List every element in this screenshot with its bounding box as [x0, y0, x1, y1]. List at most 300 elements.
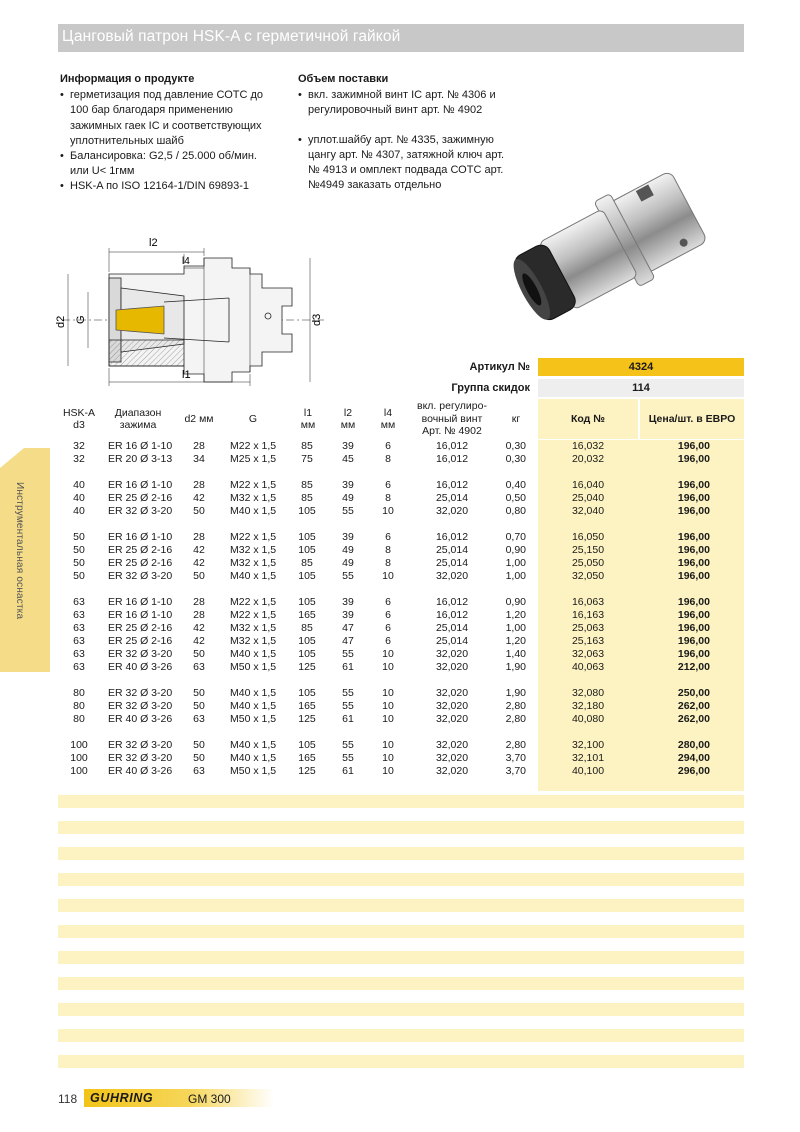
table-cell: 16,012 — [435, 479, 469, 491]
table-cell: 105 — [298, 635, 316, 647]
table-cell: M25 x 1,5 — [230, 453, 277, 465]
table-cell: 0,90 — [505, 544, 526, 556]
price-column-shade — [538, 778, 744, 791]
empty-table-row — [58, 1055, 744, 1068]
table-cell: 28 — [193, 609, 205, 621]
table-cell: 63 — [73, 648, 85, 660]
table-cell: 32,101 — [571, 752, 605, 764]
table-cell: 32,050 — [571, 570, 605, 582]
table-cell: 6 — [385, 635, 391, 647]
table-cell: 105 — [298, 505, 316, 517]
table-cell: 50 — [193, 700, 205, 712]
table-cell: ER 40 Ø 3-26 — [108, 765, 173, 777]
table-cell: ER 40 Ø 3-26 — [108, 661, 173, 673]
page-number: 118 — [58, 1092, 78, 1106]
table-cell: 39 — [342, 479, 354, 491]
supply-item: • вкл. зажимной винт IC арт. № 4306 и регулировочный винт арт. № 4902 — [298, 88, 513, 118]
table-cell: 0,70 — [505, 531, 526, 543]
table-cell: 100 — [70, 765, 88, 777]
col-g: G — [248, 412, 258, 425]
table-cell: 61 — [342, 765, 354, 777]
dim-l4: l4 — [182, 256, 190, 267]
table-cell: M40 x 1,5 — [230, 687, 277, 699]
table-cell: 105 — [298, 596, 316, 608]
table-cell: 1,90 — [505, 687, 526, 699]
table-cell: 32 — [73, 440, 85, 452]
table-cell: 42 — [193, 557, 205, 569]
table-cell: 10 — [382, 700, 394, 712]
table-cell: 80 — [73, 687, 85, 699]
table-cell: 32,020 — [435, 505, 469, 517]
table-cell: 196,00 — [677, 609, 710, 621]
table-cell: 25,014 — [435, 622, 469, 634]
empty-table-row — [58, 873, 744, 886]
catalog-code: GM 300 — [188, 1092, 231, 1106]
table-cell: 25,163 — [571, 635, 605, 647]
table-cell: 50 — [73, 570, 85, 582]
table-row — [58, 570, 744, 583]
price-column-shade — [538, 466, 744, 479]
empty-table-row — [58, 899, 744, 912]
table-cell: 196,00 — [677, 648, 710, 660]
table-row — [58, 739, 744, 752]
table-cell: 50 — [193, 505, 205, 517]
table-cell: 196,00 — [677, 622, 710, 634]
table-cell: 16,012 — [435, 453, 469, 465]
table-cell: M40 x 1,5 — [230, 648, 277, 660]
table-cell: M32 x 1,5 — [230, 544, 277, 556]
table-cell: ER 32 Ø 3-20 — [108, 700, 173, 712]
table-row — [58, 609, 744, 622]
col-kg: кг — [511, 412, 521, 425]
table-row — [58, 661, 744, 674]
table-cell: 45 — [342, 453, 354, 465]
dim-l2: l2 — [149, 237, 158, 249]
table-cell: 212,00 — [677, 661, 710, 673]
table-cell: 1,40 — [505, 648, 526, 660]
table-row — [58, 687, 744, 700]
table-cell: ER 16 Ø 1-10 — [108, 609, 173, 621]
table-cell: 16,040 — [571, 479, 605, 491]
table-cell: 75 — [301, 453, 313, 465]
table-cell: 42 — [193, 635, 205, 647]
table-cell: 32,080 — [571, 687, 605, 699]
table-cell: ER 32 Ø 3-20 — [108, 739, 173, 751]
table-cell: 39 — [342, 596, 354, 608]
table-cell: 80 — [73, 713, 85, 725]
dim-g: G — [75, 315, 87, 324]
table-row — [58, 492, 744, 505]
price-column-shade — [538, 726, 744, 739]
col-code: Код № — [538, 399, 638, 439]
table-cell: 32,100 — [571, 739, 605, 751]
table-cell: 49 — [342, 492, 354, 504]
table-cell: 25,063 — [571, 622, 605, 634]
table-cell: 32,020 — [435, 700, 469, 712]
table-cell: 28 — [193, 440, 205, 452]
table-cell: 10 — [382, 661, 394, 673]
table-cell: 63 — [193, 713, 205, 725]
table-cell: 196,00 — [677, 570, 710, 582]
table-cell: 6 — [385, 479, 391, 491]
table-cell: 0,50 — [505, 492, 526, 504]
table-cell: ER 16 Ø 1-10 — [108, 596, 173, 608]
discount-row — [58, 379, 744, 397]
table-cell: ER 32 Ø 3-20 — [108, 752, 173, 764]
table-cell: 28 — [193, 479, 205, 491]
table-cell: 196,00 — [677, 557, 710, 569]
table-cell: 40 — [73, 492, 85, 504]
table-cell: 100 — [70, 752, 88, 764]
table-cell: ER 32 Ø 3-20 — [108, 505, 173, 517]
table-cell: ER 25 Ø 2-16 — [108, 635, 173, 647]
table-row — [58, 453, 744, 466]
table-cell: 50 — [193, 687, 205, 699]
table-cell: 6 — [385, 531, 391, 543]
table-cell: 40 — [73, 479, 85, 491]
table-cell: 63 — [193, 765, 205, 777]
table-cell: 125 — [298, 765, 316, 777]
table-cell: 8 — [385, 453, 391, 465]
table-cell: 196,00 — [677, 596, 710, 608]
table-cell: 1,20 — [505, 609, 526, 621]
table-cell: 32,020 — [435, 661, 469, 673]
table-cell: 6 — [385, 622, 391, 634]
table-cell: 50 — [193, 648, 205, 660]
table-cell: 10 — [382, 713, 394, 725]
discount-value: 114 — [538, 379, 744, 397]
table-cell: 105 — [298, 544, 316, 556]
table-cell: 32,040 — [571, 505, 605, 517]
table-cell: 55 — [342, 648, 354, 660]
table-cell: ER 25 Ø 2-16 — [108, 544, 173, 556]
empty-table-row — [58, 951, 744, 964]
table-cell: M22 x 1,5 — [230, 609, 277, 621]
table-cell: 32,180 — [571, 700, 605, 712]
group-separator — [58, 583, 744, 596]
table-cell: 196,00 — [677, 531, 710, 543]
table-cell: 262,00 — [677, 713, 710, 725]
table-row — [58, 531, 744, 544]
table-cell: 0,30 — [505, 440, 526, 452]
table-cell: 39 — [342, 609, 354, 621]
table-cell: 2,80 — [505, 713, 526, 725]
table-cell: 25,014 — [435, 557, 469, 569]
table-cell: 25,040 — [571, 492, 605, 504]
group-separator — [58, 466, 744, 479]
table-cell: 61 — [342, 661, 354, 673]
col-price: Цена/шт. в ЕВРО — [640, 399, 744, 439]
table-cell: M40 x 1,5 — [230, 570, 277, 582]
table-cell: 32,063 — [571, 648, 605, 660]
table-cell: M22 x 1,5 — [230, 479, 277, 491]
table-cell: M40 x 1,5 — [230, 739, 277, 751]
table-cell: 85 — [301, 622, 313, 634]
table-cell: 50 — [193, 752, 205, 764]
table-cell: 20,032 — [571, 453, 605, 465]
table-row — [58, 596, 744, 609]
table-cell: 196,00 — [677, 492, 710, 504]
table-cell: 39 — [342, 440, 354, 452]
table-cell: ER 16 Ø 1-10 — [108, 479, 173, 491]
table-cell: 80 — [73, 700, 85, 712]
table-row — [58, 700, 744, 713]
table-cell: 85 — [301, 492, 313, 504]
table-row — [58, 622, 744, 635]
table-cell: 63 — [73, 635, 85, 647]
col-d2: d2 мм — [184, 412, 214, 425]
table-cell: M32 x 1,5 — [230, 635, 277, 647]
table-cell: 25,150 — [571, 544, 605, 556]
group-separator — [58, 726, 744, 739]
table-cell: 32,020 — [435, 752, 469, 764]
table-cell: 25,014 — [435, 635, 469, 647]
table-cell: 50 — [73, 544, 85, 556]
dim-l1: l1 — [182, 369, 191, 381]
table-cell: 165 — [298, 752, 316, 764]
table-cell: 55 — [342, 570, 354, 582]
table-cell: 196,00 — [677, 479, 710, 491]
table-cell: 40,063 — [571, 661, 605, 673]
table-cell: 50 — [193, 739, 205, 751]
table-cell: 105 — [298, 531, 316, 543]
table-cell: 63 — [73, 622, 85, 634]
table-cell: 55 — [342, 687, 354, 699]
table-cell: 34 — [193, 453, 205, 465]
table-cell: 10 — [382, 739, 394, 751]
table-cell: 250,00 — [677, 687, 710, 699]
empty-table-row — [58, 925, 744, 938]
product-photo — [510, 128, 750, 360]
empty-table-row — [58, 977, 744, 990]
col-l1: l1 мм — [300, 406, 316, 431]
table-cell: ER 32 Ø 3-20 — [108, 570, 173, 582]
table-cell: 125 — [298, 713, 316, 725]
table-cell: M50 x 1,5 — [230, 765, 277, 777]
table-row — [58, 713, 744, 726]
product-info-item: • герметизация под давление СОТС до 100 бар благодаря применению зажимных гаек IC и соответствующих уплотнительных шайб — [60, 88, 280, 149]
table-row — [58, 440, 744, 453]
table-cell: 32,020 — [435, 765, 469, 777]
table-cell: 50 — [193, 570, 205, 582]
empty-table-row — [58, 795, 744, 808]
table-cell: ER 25 Ø 2-16 — [108, 622, 173, 634]
table-cell: ER 32 Ø 3-20 — [108, 648, 173, 660]
table-cell: 165 — [298, 609, 316, 621]
group-separator — [58, 518, 744, 531]
group-separator — [58, 674, 744, 687]
table-cell: 294,00 — [677, 752, 710, 764]
table-cell: M32 x 1,5 — [230, 622, 277, 634]
table-row — [58, 648, 744, 661]
table-cell: 42 — [193, 544, 205, 556]
table-cell: 16,163 — [571, 609, 605, 621]
col-range: Диапазон зажима — [114, 406, 162, 431]
table-cell: 1,90 — [505, 661, 526, 673]
col-l2: l2 мм — [340, 406, 356, 431]
table-cell: 196,00 — [677, 635, 710, 647]
brand-logo: GUHRING — [90, 1091, 154, 1105]
table-cell: ER 40 Ø 3-26 — [108, 713, 173, 725]
table-cell: 0,90 — [505, 596, 526, 608]
product-info-item: • HSK-A по ISO 12164-1/DIN 69893-1 — [60, 179, 280, 194]
table-cell: 3,70 — [505, 752, 526, 764]
dim-d2: d2 — [55, 315, 67, 328]
table-cell: 3,70 — [505, 765, 526, 777]
table-cell: 125 — [298, 661, 316, 673]
table-cell: 16,012 — [435, 531, 469, 543]
table-cell: 25,050 — [571, 557, 605, 569]
table-cell: 32,020 — [435, 570, 469, 582]
table-cell: 0,30 — [505, 453, 526, 465]
price-column-shade — [538, 583, 744, 596]
table-cell: 16,012 — [435, 596, 469, 608]
product-info — [60, 72, 280, 195]
group-separator — [58, 778, 744, 791]
table-cell: 49 — [342, 544, 354, 556]
table-cell: 196,00 — [677, 505, 710, 517]
table-cell: 10 — [382, 570, 394, 582]
article-label: Артикул № — [469, 361, 530, 373]
table-cell: ER 32 Ø 3-20 — [108, 687, 173, 699]
table-cell: 25,014 — [435, 492, 469, 504]
table-cell: M40 x 1,5 — [230, 505, 277, 517]
table-cell: 105 — [298, 570, 316, 582]
table-cell: 10 — [382, 765, 394, 777]
table-row — [58, 752, 744, 765]
table-row — [58, 635, 744, 648]
table-cell: 85 — [301, 479, 313, 491]
article-row — [58, 358, 744, 376]
table-cell: 165 — [298, 700, 316, 712]
table-cell: 85 — [301, 557, 313, 569]
table-cell: 32,020 — [435, 713, 469, 725]
empty-table-row — [58, 1029, 744, 1042]
table-cell: 0,80 — [505, 505, 526, 517]
table-cell: 6 — [385, 609, 391, 621]
table-cell: 28 — [193, 596, 205, 608]
table-cell: 85 — [301, 440, 313, 452]
table-cell: 16,012 — [435, 609, 469, 621]
table-cell: 1,00 — [505, 622, 526, 634]
table-cell: ER 25 Ø 2-16 — [108, 557, 173, 569]
table-cell: 262,00 — [677, 700, 710, 712]
table-cell: 42 — [193, 492, 205, 504]
table-row — [58, 505, 744, 518]
table-cell: M32 x 1,5 — [230, 557, 277, 569]
table-cell: 100 — [70, 739, 88, 751]
table-cell: 2,80 — [505, 700, 526, 712]
table-cell: 55 — [342, 752, 354, 764]
table-cell: 50 — [73, 531, 85, 543]
table-cell: 39 — [342, 531, 354, 543]
table-cell: 8 — [385, 557, 391, 569]
supply-info — [298, 72, 513, 193]
table-row — [58, 557, 744, 570]
empty-table-row — [58, 1003, 744, 1016]
table-cell: 63 — [73, 596, 85, 608]
table-cell: 280,00 — [677, 739, 710, 751]
table-cell: 6 — [385, 596, 391, 608]
table-cell: 55 — [342, 700, 354, 712]
table-cell: 32 — [73, 453, 85, 465]
table-cell: M22 x 1,5 — [230, 531, 277, 543]
table-cell: 196,00 — [677, 544, 710, 556]
table-cell: ER 16 Ø 1-10 — [108, 440, 173, 452]
table-cell: 55 — [342, 739, 354, 751]
table-cell: 6 — [385, 440, 391, 452]
table-cell: 50 — [73, 557, 85, 569]
table-cell: M50 x 1,5 — [230, 713, 277, 725]
table-cell: 49 — [342, 557, 354, 569]
product-info-item: • Балансировка: G2,5 / 25.000 об/мин. или U< 1гмм — [60, 149, 280, 179]
table-cell: M40 x 1,5 — [230, 752, 277, 764]
table-cell: 42 — [193, 622, 205, 634]
table-cell: 16,012 — [435, 440, 469, 452]
table-cell: 28 — [193, 531, 205, 543]
col-screw: вкл. регулиро-вочный винт Арт. № 4902 — [417, 400, 487, 438]
col-l4: l4 мм — [380, 406, 396, 431]
table-cell: 16,032 — [571, 440, 605, 452]
supply-heading: Объем поставки — [298, 73, 389, 85]
table-cell: ER 25 Ø 2-16 — [108, 492, 173, 504]
table-cell: 61 — [342, 713, 354, 725]
col-hsk: HSK-A d3 — [62, 406, 96, 431]
empty-table-row — [58, 821, 744, 834]
table-cell: 105 — [298, 739, 316, 751]
table-cell: 63 — [73, 661, 85, 673]
table-row — [58, 479, 744, 492]
table-cell: 32,020 — [435, 687, 469, 699]
table-cell: 16,063 — [571, 596, 605, 608]
table-cell: M22 x 1,5 — [230, 440, 277, 452]
table-cell: 10 — [382, 648, 394, 660]
table-row — [58, 765, 744, 778]
table-cell: 10 — [382, 505, 394, 517]
page-title: Цанговый патрон HSK-A с герметичной гайкой — [62, 28, 401, 45]
table-cell: 1,00 — [505, 557, 526, 569]
table-row — [58, 544, 744, 557]
product-info-heading: Информация о продукте — [60, 73, 195, 85]
table-cell: 105 — [298, 687, 316, 699]
table-cell: M32 x 1,5 — [230, 492, 277, 504]
table-cell: ER 16 Ø 1-10 — [108, 531, 173, 543]
dim-d3: d3 — [311, 313, 323, 326]
table-header — [58, 399, 744, 439]
empty-table-row — [58, 847, 744, 860]
table-cell: 40,100 — [571, 765, 605, 777]
table-cell: 25,014 — [435, 544, 469, 556]
table-cell: 47 — [342, 622, 354, 634]
table-cell: 1,00 — [505, 570, 526, 582]
table-cell: 32,020 — [435, 739, 469, 751]
table-cell: 40 — [73, 505, 85, 517]
price-column-shade — [538, 518, 744, 531]
table-cell: 16,050 — [571, 531, 605, 543]
table-cell: 105 — [298, 648, 316, 660]
side-section-tab — [0, 448, 50, 672]
article-value: 4324 — [538, 358, 744, 376]
table-cell: M50 x 1,5 — [230, 661, 277, 673]
table-cell: 296,00 — [677, 765, 710, 777]
table-cell: 32,020 — [435, 648, 469, 660]
title-bar — [58, 24, 744, 52]
table-cell: 10 — [382, 687, 394, 699]
table-cell: 63 — [193, 661, 205, 673]
table-cell: 1,20 — [505, 635, 526, 647]
table-cell: 2,80 — [505, 739, 526, 751]
table-cell: ER 20 Ø 3-13 — [108, 453, 173, 465]
